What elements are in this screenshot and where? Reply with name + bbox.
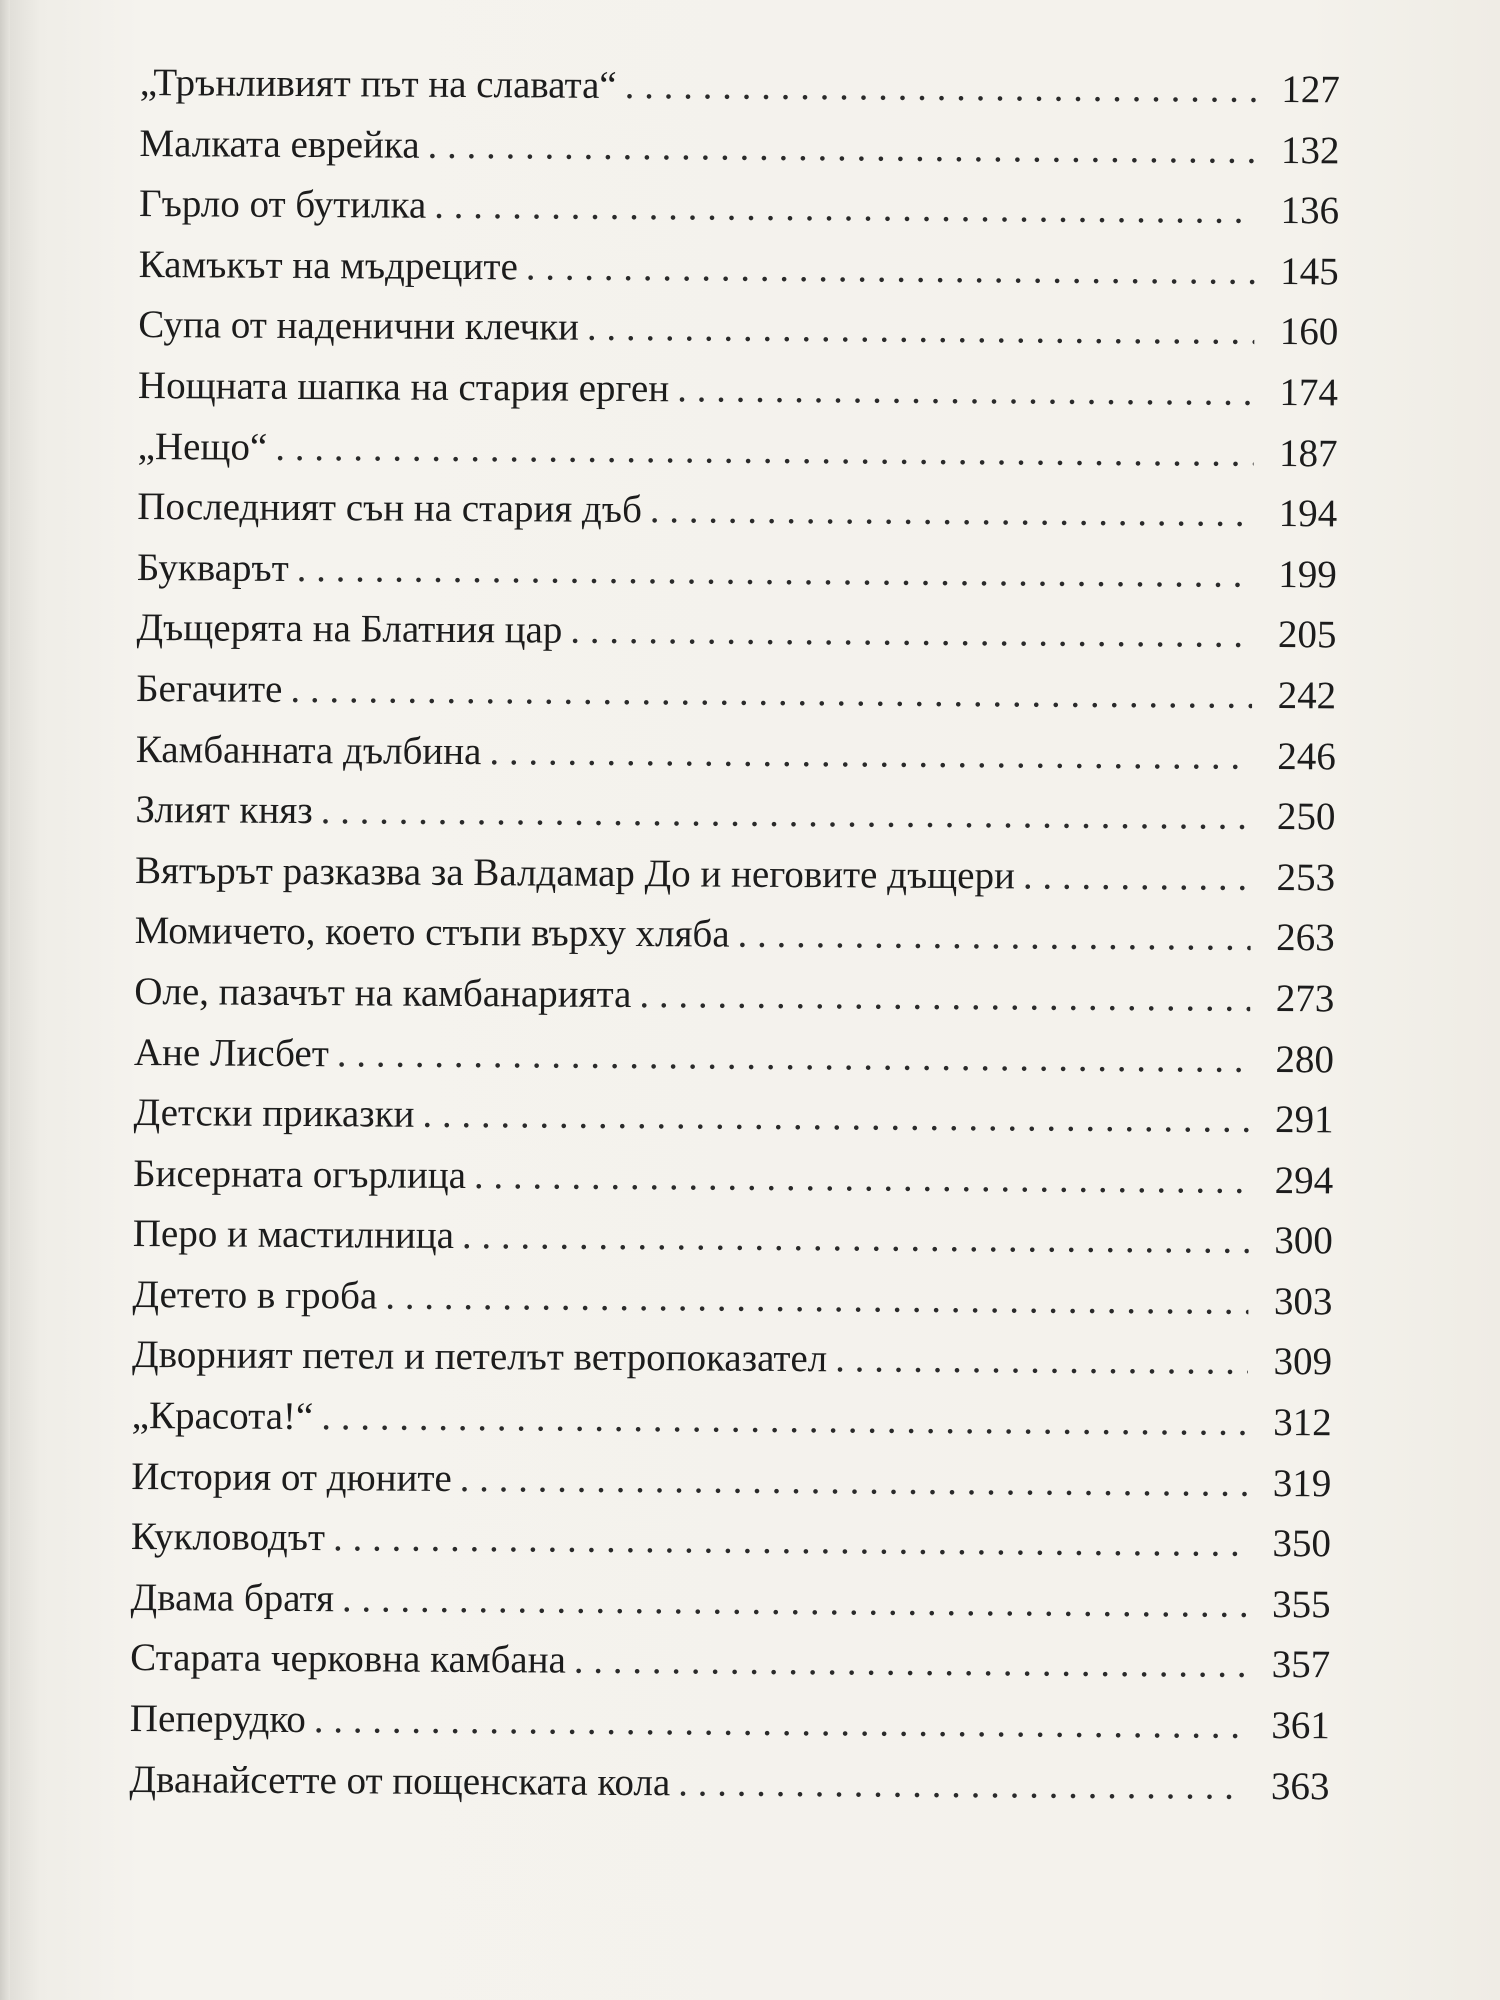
dot-leader [827, 1337, 1248, 1385]
toc-entry-title: Детски приказки [133, 1091, 415, 1136]
dot-leader [617, 63, 1256, 112]
dot-leader [631, 972, 1250, 1021]
toc-entry-title: Бегачите [136, 666, 283, 711]
dot-leader [334, 1576, 1247, 1627]
toc-entry [135, 787, 1335, 855]
toc-entry [139, 121, 1339, 189]
toc-entry-title: Последният сън на стария дъб [137, 485, 643, 532]
toc-entry-title: Перо и мастилница [132, 1212, 455, 1258]
toc-entry-page-number: 187 [1278, 431, 1338, 475]
toc-entry [131, 1393, 1331, 1461]
dot-leader [562, 608, 1252, 657]
toc-entry [133, 1211, 1333, 1279]
toc-entry-title: „Трънливият път на славата“ [139, 60, 617, 107]
toc-entry [131, 1514, 1331, 1582]
toc-entry [136, 727, 1336, 795]
toc-entry-page-number: 253 [1276, 855, 1336, 900]
dot-leader [579, 305, 1255, 354]
dot-leader [329, 1031, 1250, 1082]
toc-entry-title: Камъкът на мъдреците [138, 242, 518, 289]
toc-entry [133, 1151, 1333, 1219]
toc-entry-page-number: 194 [1278, 492, 1338, 536]
toc-entry-page-number: 309 [1273, 1340, 1333, 1384]
toc-entry-page-number: 319 [1272, 1461, 1332, 1505]
toc-entry [129, 1757, 1329, 1825]
toc-entry-title: Дъщерята на Блатния цар [136, 606, 563, 652]
dot-leader [267, 424, 1254, 475]
toc-entry [137, 424, 1337, 492]
toc-entry-page-number: 280 [1275, 1037, 1335, 1081]
toc-entry [140, 60, 1340, 128]
toc-entry [138, 302, 1338, 370]
dot-leader [518, 244, 1255, 294]
toc-entry-page-number: 132 [1280, 128, 1340, 172]
toc-entry-title: История от дюните [131, 1454, 452, 1500]
toc-entry [136, 666, 1336, 734]
toc-entry [130, 1696, 1330, 1764]
dot-leader [325, 1515, 1247, 1566]
dot-leader [306, 1697, 1246, 1748]
toc-entry [138, 363, 1338, 431]
toc-entry-page-number: 263 [1276, 916, 1335, 960]
toc-entry-title: Гърло от бутилка [138, 182, 427, 227]
dot-leader [481, 729, 1252, 779]
toc-entry [137, 484, 1337, 552]
toc-entry-title: Детето в гроба [132, 1272, 378, 1318]
toc-entry-page-number: 350 [1272, 1522, 1332, 1566]
toc-entry-title: Малката еврейка [139, 121, 420, 167]
toc-entry [133, 1090, 1333, 1158]
dot-leader [729, 912, 1250, 960]
toc-entry-page-number: 300 [1274, 1219, 1333, 1263]
dot-leader [670, 1760, 1246, 1809]
page-edge [0, 0, 10, 2000]
toc-entry-title: Бисерната огърлица [133, 1151, 467, 1197]
dot-leader [313, 1394, 1248, 1445]
toc-entry [134, 908, 1334, 976]
toc-entry-page-number: 136 [1280, 189, 1340, 233]
toc-entry-page-number: 205 [1277, 613, 1337, 657]
toc-entry-title: Букварът [136, 545, 289, 590]
dot-leader [377, 1273, 1248, 1323]
toc-entry-title: „Нещо“ [137, 424, 268, 469]
dot-leader [282, 667, 1252, 718]
toc-entry-title: Двама братя [130, 1575, 335, 1621]
toc-entry-page-number: 355 [1271, 1582, 1331, 1627]
toc-entry-title: Нощната шапка на стария ерген [137, 363, 670, 411]
toc-entry-title: Ане Лисбет [133, 1030, 329, 1075]
toc-entry [137, 545, 1337, 613]
dot-leader [454, 1213, 1249, 1263]
dot-leader [313, 788, 1252, 839]
dot-leader [642, 487, 1254, 536]
toc-entry [130, 1575, 1330, 1643]
toc-entry-title: „Красота!“ [131, 1394, 314, 1439]
toc-entry [132, 1332, 1332, 1400]
toc-entry-title: Кукловодът [130, 1515, 326, 1560]
toc-entry-page-number: 294 [1274, 1158, 1334, 1202]
dot-leader [566, 1638, 1247, 1687]
toc-entry-page-number: 199 [1278, 552, 1338, 597]
toc-entry-page-number: 273 [1275, 976, 1335, 1021]
toc-entry-title: Вятърът разказва за Валдамар До и неговите дъщери [134, 848, 1016, 898]
toc-entry [136, 605, 1336, 673]
toc-entry-page-number: 361 [1271, 1703, 1330, 1748]
toc-entry-page-number: 312 [1273, 1401, 1332, 1445]
toc-entry-page-number: 145 [1280, 249, 1339, 294]
toc-entry-title: Дворният петел и петелът ветропоказател [131, 1333, 828, 1381]
toc-entry [134, 969, 1334, 1037]
dot-leader [669, 366, 1254, 415]
toc-entry-page-number: 242 [1277, 673, 1337, 718]
toc-entry-page-number: 250 [1276, 795, 1336, 839]
toc-entry-page-number: 127 [1281, 67, 1340, 112]
toc-entry-title: Супа от наденични клечки [138, 303, 580, 350]
dot-leader [289, 546, 1253, 597]
toc-entry-title: Момичето, което стъпи върху хляба [134, 909, 730, 956]
toc-entry [130, 1635, 1330, 1703]
toc-entry-title: Камбанната дълбина [135, 727, 482, 773]
toc-entry [134, 1029, 1334, 1097]
toc-entry-page-number: 246 [1277, 734, 1336, 778]
toc-entry-page-number: 291 [1274, 1098, 1334, 1142]
toc-entry-title: Оле, пазачът на камбанарията [134, 969, 632, 1016]
toc-entry [139, 242, 1339, 310]
toc-entry [139, 181, 1339, 249]
toc-entry [135, 848, 1335, 916]
dot-leader [466, 1153, 1249, 1203]
toc-entry-title: Старата черковна камбана [130, 1636, 567, 1683]
toc-entry [132, 1272, 1332, 1340]
dot-leader [414, 1092, 1249, 1142]
toc-entry-title: Злият княз [135, 788, 313, 833]
toc-entry-page-number: 174 [1279, 370, 1339, 415]
toc-entry-page-number: 357 [1271, 1643, 1331, 1687]
toc-entry-title: Дванайсетте от пощенската кола [129, 1757, 671, 1804]
dot-leader [452, 1456, 1248, 1506]
toc-entry-page-number: 160 [1279, 310, 1339, 354]
toc-entry-title: Пеперудко [129, 1697, 306, 1742]
dot-leader [419, 122, 1255, 172]
toc-entry-page-number: 363 [1270, 1764, 1330, 1808]
dot-leader [426, 183, 1255, 233]
dot-leader [1015, 853, 1251, 899]
toc-entry-page-number: 303 [1273, 1279, 1333, 1324]
table-of-contents [129, 60, 1340, 1825]
toc-entry [131, 1454, 1331, 1522]
